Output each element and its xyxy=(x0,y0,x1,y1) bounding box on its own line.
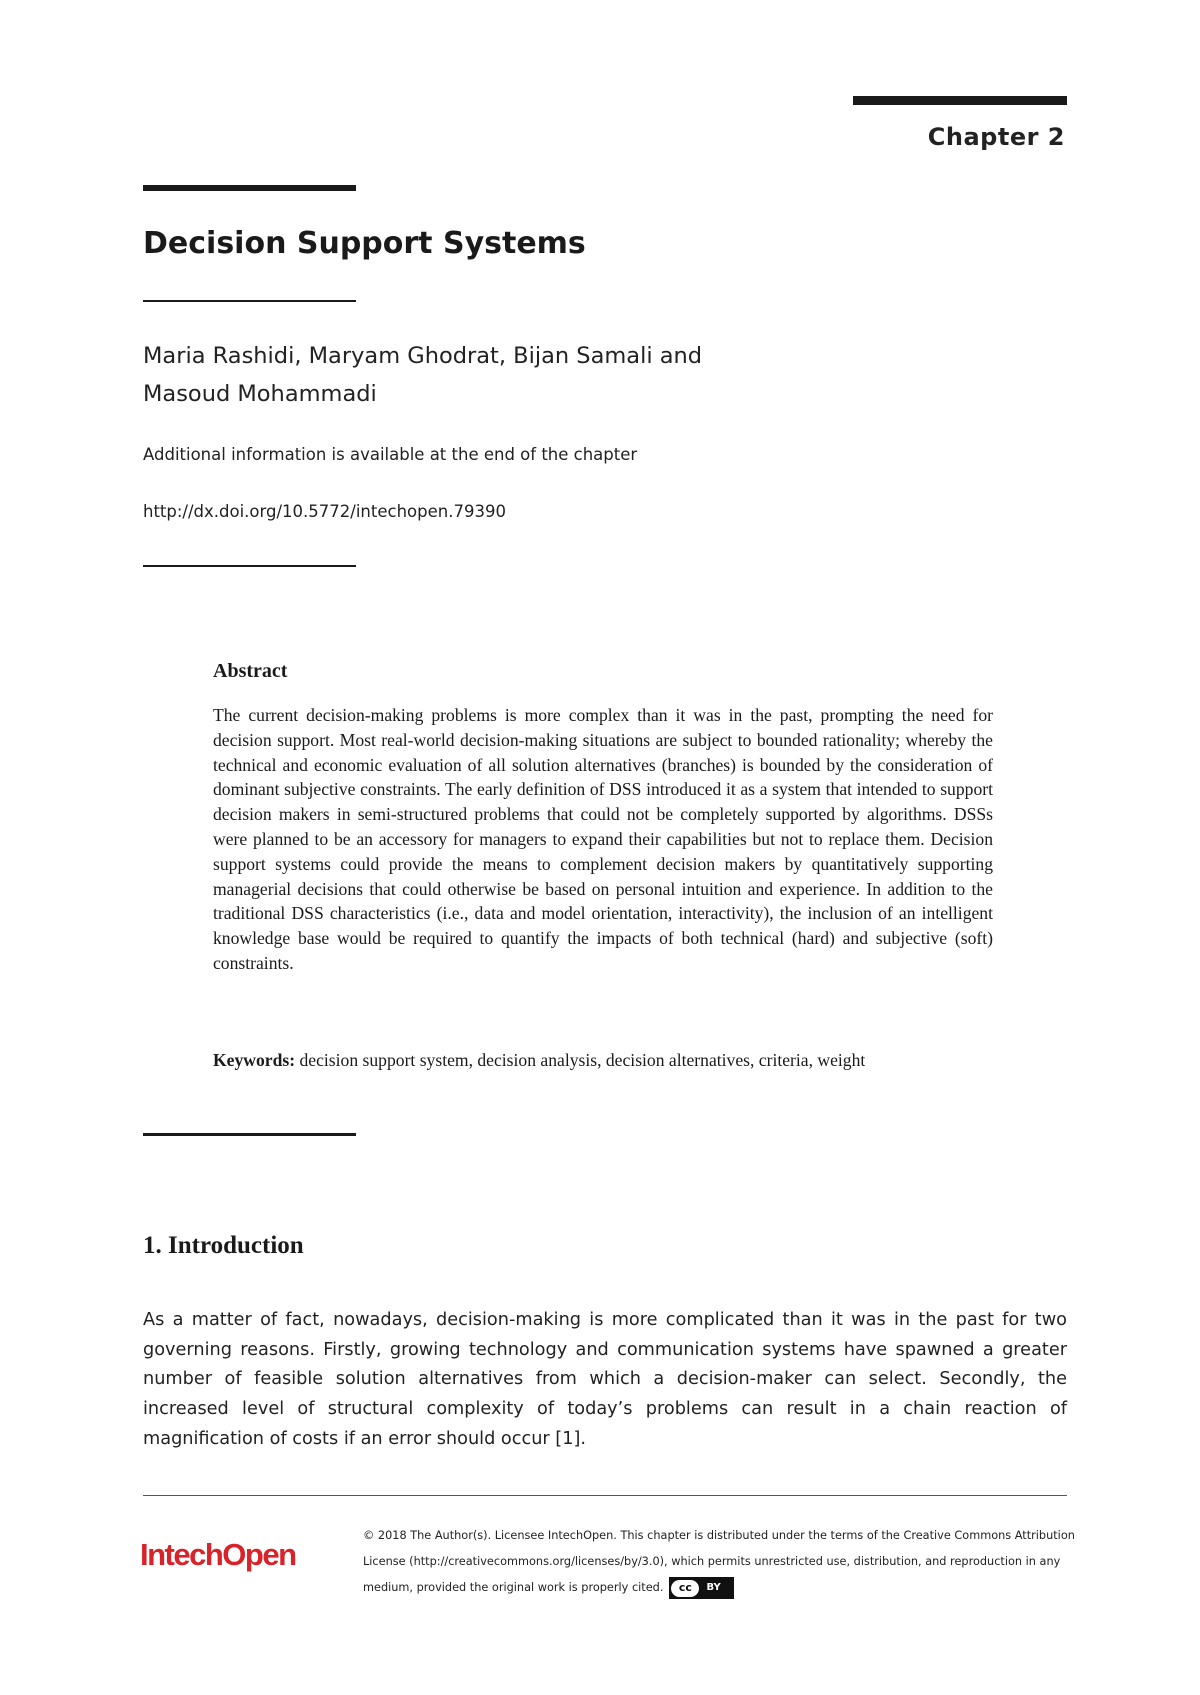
header-end-rule xyxy=(143,565,356,567)
abstract-heading: Abstract xyxy=(213,660,288,682)
page-title: Decision Support Systems xyxy=(143,226,586,261)
keywords xyxy=(213,1048,993,1073)
license-body: © 2018 The Author(s). Licensee IntechOpen. This chapter is distributed under the terms of the Creative Commons Attribution License (http://creativecommons.org/licenses/by/3.0), which permits unrestricted use, distribution, and reproduction in any medium, provided the original work is properly cited. xyxy=(363,1529,1075,1594)
top-right-rule xyxy=(853,96,1067,105)
keywords-label: Keywords: xyxy=(213,1050,296,1070)
author-line-1: Maria Rashidi, Maryam Ghodrat, Bijan Samali and xyxy=(143,343,703,369)
introduction-heading: 1. Introduction xyxy=(143,1232,304,1259)
abstract-text: The current decision-making problems is more complex than it was in the past, prompting the need for decision support. Most real-world decision-making situations are subject to bounded rationality; whereby the technical and economic evaluation of all solution alternatives (branches) is bounded by the consideration of dominant subjective constraints. The early definition of DSS introduced it as a system that intended to support decision makers in semi-structured problems that could not be completely supported by algorithms. DSSs were planned to be an accessory for managers to expand their capabilities but not to replace them. Decision support systems could provide the means to complement decision makers by quantitatively supporting managerial decisions that could otherwise be based on personal intuition and experience. In addition to the traditional DSS characteristics (i.e., data and model orientation, interactivity), the inclusion of an intelligent knowledge base would be required to quantify the impacts of both technical (hard) and subjective (soft) constraints. xyxy=(213,705,993,973)
doi-link[interactable]: http://dx.doi.org/10.5772/intechopen.79390 xyxy=(143,502,506,521)
chapter-label: Chapter 2 xyxy=(927,123,1065,151)
title-bottom-rule xyxy=(143,300,356,302)
keywords-list: decision support system, decision analysis, decision alternatives, criteria, weight xyxy=(299,1050,866,1070)
introduction-text: As a matter of fact, nowadays, decision-making is more complicated than it was in the past for two governing reasons. Firstly, growing technology and communication systems have spawned a greater number of feasible solution alternatives from which a decision-maker can select. Secondly, the increased level of structural complexity of today’s problems can result in a chain reaction of magnification of costs if an error should occur [1]. xyxy=(143,1310,1067,1449)
abstract-end-rule xyxy=(143,1133,356,1136)
additional-info: Additional information is available at the end of the chapter xyxy=(143,445,638,464)
license-text xyxy=(363,1523,1083,1601)
cc-badge-by: BY xyxy=(706,1582,721,1593)
author-list xyxy=(143,337,843,413)
author-line-2: Masoud Mohammadi xyxy=(143,381,377,407)
cc-badge-cc: cc xyxy=(671,1580,699,1597)
footer-rule xyxy=(143,1495,1067,1496)
cc-by-icon xyxy=(669,1577,733,1599)
title-top-rule xyxy=(143,185,356,191)
intechopen-logo: IntechOpen xyxy=(140,1537,296,1572)
